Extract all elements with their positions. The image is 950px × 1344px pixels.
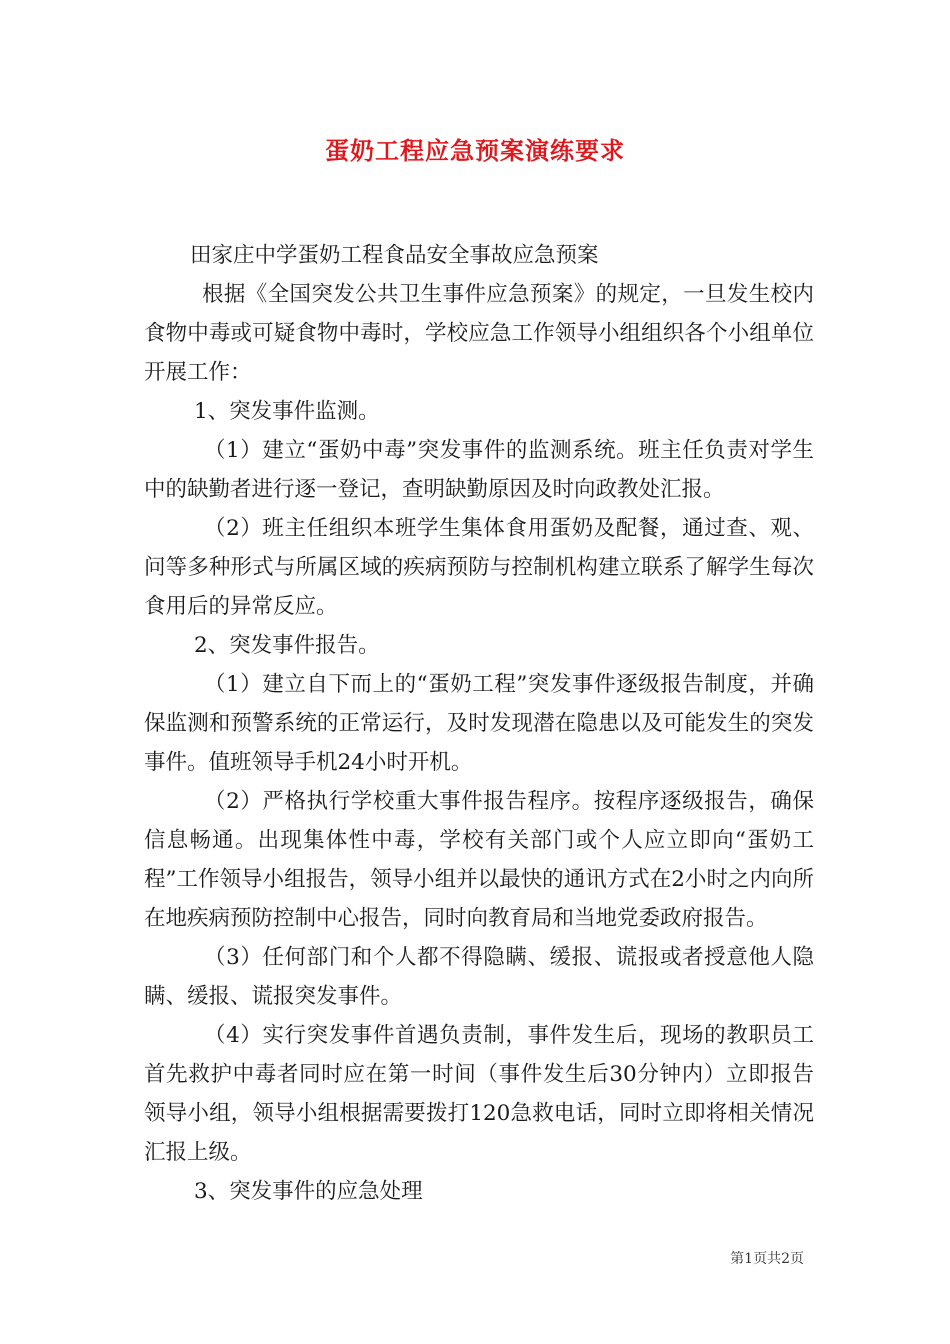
- page-number: 第1页共2页: [730, 1251, 804, 1267]
- list-item: （3）任何部门和个人都不得隐瞒、缓报、谎报或者授意他人隐瞒、缓报、谎报突发事件。: [144, 945, 814, 1009]
- document-title: 蛋奶工程应急预案演练要求: [325, 137, 625, 165]
- intro-paragraph: 根据《全国突发公共卫生事件应急预案》的规定，一旦发生校内食物中毒或可疑食物中毒时，学校应急工作领导小组组织各个小组单位开展工作：: [144, 282, 814, 385]
- section-heading: 1、突发事件监测。: [194, 399, 380, 424]
- list-item: （2）严格执行学校重大事件报告程序。按程序逐级报告，确保信息畅通。出现集体性中毒，学校有关部门或个人应立即向“蛋奶工程”工作领导小组报告，领导小组并以最快的通讯方式在2小时之内向所在地疾病预防控制中心报告，同时向教育局和当地党委政府报告。: [144, 789, 814, 931]
- list-item: （4）实行突发事件首遇负责制，事件发生后，现场的教职员工首先救护中毒者同时应在第一时间（事件发生后30分钟内）立即报告领导小组，领导小组根据需要拨打120急救电话，同时立即将相关情况汇报上级。: [144, 1023, 814, 1165]
- subtitle-paragraph: 田家庄中学蛋奶工程食品安全事故应急预案: [190, 243, 599, 268]
- section-heading: 3、突发事件的应急处理: [194, 1179, 423, 1204]
- list-item: （1）建立“蛋奶中毒”突发事件的监测系统。班主任负责对学生中的缺勤者进行逐一登记，查明缺勤原因及时向政教处汇报。: [144, 438, 814, 502]
- list-item: （1）建立自下而上的“蛋奶工程”突发事件逐级报告制度，并确保监测和预警系统的正常运行，及时发现潜在隐患以及可能发生的突发事件。值班领导手机24小时开机。: [144, 672, 814, 775]
- section-heading: 2、突发事件报告。: [194, 633, 380, 658]
- document-body: [144, 236, 814, 1211]
- list-item: （2）班主任组织本班学生集体食用蛋奶及配餐，通过查、观、问等多种形式与所属区域的疾病预防与控制机构建立联系了解学生每次食用后的异常反应。: [144, 516, 814, 619]
